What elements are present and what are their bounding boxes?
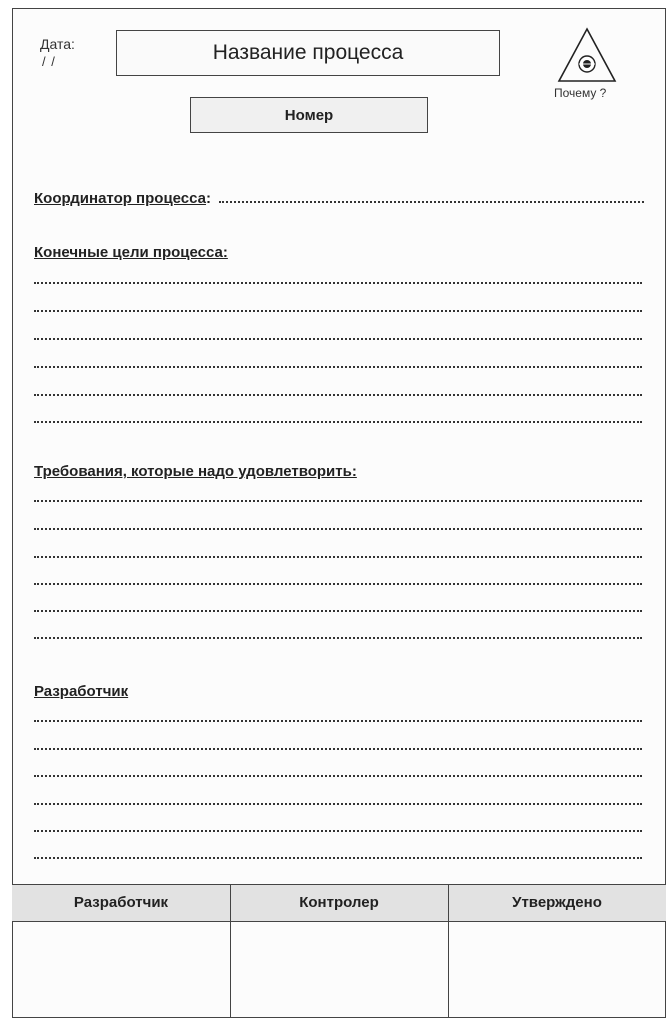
developer-line[interactable] [34,830,642,832]
developer-line[interactable] [34,720,642,722]
developer-line[interactable] [34,857,642,859]
logo-caption: Почему ? [554,86,607,100]
requirements-line[interactable] [34,500,642,502]
goals-label: Конечные цели процесса: [34,244,228,261]
coordinator-row [34,189,644,207]
signoff-column-divider [230,884,231,1018]
goals-line[interactable] [34,366,642,368]
coordinator-label: Координатор процесса [34,190,207,207]
coordinator-fill-line[interactable] [219,189,644,203]
goals-line[interactable] [34,282,642,284]
signoff-column-controller: Контролер [299,893,379,911]
goals-line[interactable] [34,338,642,340]
developer-label: Разработчик [34,683,129,700]
requirements-line[interactable] [34,637,642,639]
triangle-eye-logo-icon [556,26,618,84]
goals-line[interactable] [34,421,642,423]
date-value: / / [42,54,56,69]
signoff-table [12,884,666,1018]
developer-line[interactable] [34,803,642,805]
requirements-line[interactable] [34,610,642,612]
coordinator-colon: : [206,190,212,207]
form-sheet [12,8,666,1018]
number-box [190,97,428,133]
signoff-column-developer: Разработчик [73,893,169,911]
goals-line[interactable] [34,310,642,312]
requirements-label: Требования, которые надо удовлетворить: [34,463,357,480]
process-name-box [116,30,500,76]
requirements-line[interactable] [34,583,642,585]
goals-line[interactable] [34,394,642,396]
date-label: Дата: [40,36,75,52]
requirements-line[interactable] [34,528,642,530]
signoff-column-divider [448,884,449,1018]
requirements-line[interactable] [34,556,642,558]
number-label: Номер [284,106,334,124]
developer-line[interactable] [34,748,642,750]
developer-line[interactable] [34,775,642,777]
process-name: Название процесса [212,41,404,64]
signoff-column-approved: Утверждено [512,893,602,911]
